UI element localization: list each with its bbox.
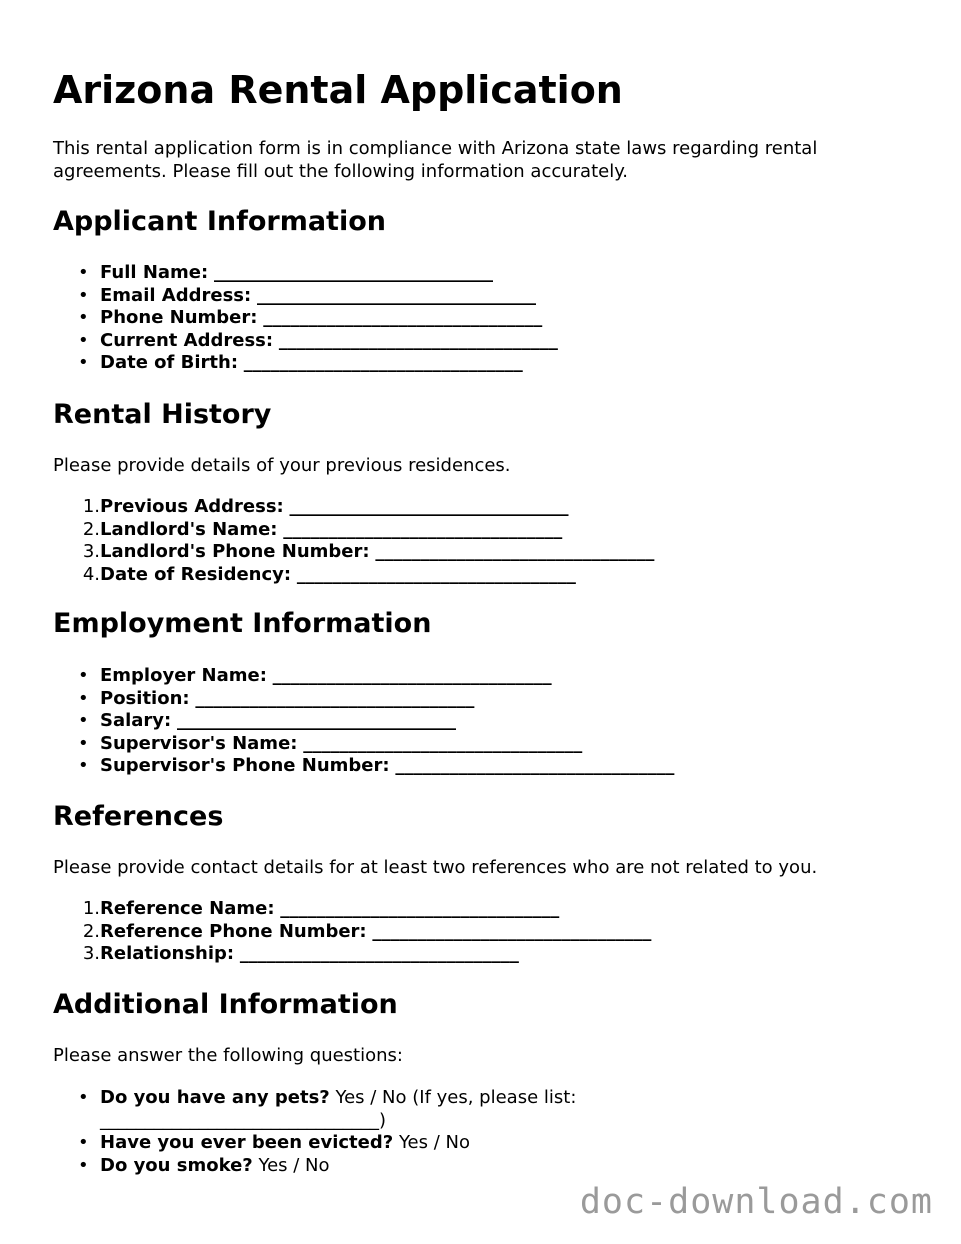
- list-item: [53, 898, 883, 921]
- fill-in-blank[interactable]: _______________________________: [195, 687, 475, 709]
- list-item: [53, 307, 883, 330]
- fill-in-blank[interactable]: _______________________________: [283, 518, 563, 540]
- section-heading-employment: Employment Information: [53, 608, 432, 639]
- fill-in-blank[interactable]: _______________________________: [296, 563, 576, 585]
- fill-in-blank[interactable]: _______________________________: [278, 329, 558, 351]
- question-label: Have you ever been evicted?: [100, 1132, 394, 1153]
- list-item: [53, 496, 883, 519]
- intro-paragraph: This rental application form is in compliance with Arizona state laws regarding rental agreements. Please fill out the following information accurately.: [53, 138, 818, 182]
- fill-in-blank[interactable]: _______________________________: [256, 284, 536, 306]
- watermark: doc-download.com: [579, 1182, 933, 1222]
- applicant-field-list: [53, 262, 883, 375]
- list-number: 2.: [82, 920, 100, 942]
- fill-in-blank[interactable]: _______________________________: [289, 496, 569, 517]
- question-label: Do you smoke?: [100, 1154, 253, 1176]
- list-item: [53, 1132, 613, 1155]
- list-item: [53, 564, 883, 587]
- field-label: Employer Name:: [100, 665, 267, 686]
- list-item: [53, 285, 883, 308]
- list-item: [53, 1155, 613, 1178]
- list-item: [53, 710, 883, 733]
- answer-options[interactable]: Yes / No: [398, 1132, 470, 1153]
- field-label: Landlord's Phone Number:: [100, 541, 370, 562]
- field-label: Phone Number:: [100, 307, 258, 328]
- question-label: Do you have any pets?: [100, 1087, 330, 1108]
- rental-history-field-list: [53, 496, 883, 586]
- section-heading-references: References: [53, 801, 224, 832]
- fill-in-blank[interactable]: _______________________________: [395, 755, 675, 776]
- field-label: Email Address:: [100, 284, 252, 306]
- answer-options[interactable]: Yes / No (If yes, please list:: [335, 1087, 577, 1108]
- field-label: Supervisor's Name:: [100, 732, 298, 754]
- section-heading-additional: Additional Information: [53, 989, 398, 1020]
- employment-field-list: [53, 665, 883, 778]
- list-item: [53, 519, 883, 542]
- list-item: [53, 262, 883, 285]
- fill-in-blank[interactable]: _______________________________: [263, 307, 543, 328]
- list-item: [53, 943, 883, 966]
- additional-question-list: [53, 1087, 613, 1177]
- field-label: Date of Birth:: [100, 352, 239, 373]
- fill-in-blank[interactable]: _______________________________: [213, 262, 493, 283]
- fill-in-blank[interactable]: _______________________________: [372, 920, 652, 942]
- list-item: [53, 541, 883, 564]
- list-item: [53, 665, 883, 688]
- fill-in-blank[interactable]: _______________________________: [239, 943, 519, 964]
- rental-history-description: Please provide details of your previous residences.: [53, 455, 511, 476]
- references-field-list: [53, 898, 883, 966]
- list-item: [53, 688, 883, 711]
- list-item: [53, 921, 883, 944]
- section-heading-rental-history: Rental History: [53, 399, 272, 430]
- field-label: Full Name:: [100, 262, 209, 283]
- fill-in-blank[interactable]: _______________________________: [243, 352, 523, 373]
- field-label: Current Address:: [100, 329, 274, 351]
- field-label: Date of Residency:: [100, 563, 292, 585]
- list-number: 1.: [82, 496, 100, 517]
- answer-options[interactable]: Yes / No: [258, 1154, 330, 1176]
- field-label: Previous Address:: [100, 496, 284, 517]
- field-label: Salary:: [100, 710, 172, 731]
- section-heading-applicant: Applicant Information: [53, 206, 386, 237]
- fill-in-blank[interactable]: _______________________________: [375, 541, 655, 562]
- fill-in-blank[interactable]: _______________________________: [303, 732, 583, 754]
- list-item: [53, 330, 883, 353]
- list-item: [53, 1087, 613, 1132]
- fill-in-blank[interactable]: _______________________________: [272, 665, 552, 686]
- field-label: Supervisor's Phone Number:: [100, 755, 390, 776]
- list-item: [53, 352, 883, 375]
- field-label: Landlord's Name:: [100, 518, 278, 540]
- list-number: 2.: [82, 518, 100, 540]
- closing-parenthesis: ): [379, 1109, 387, 1131]
- field-label: Position:: [100, 687, 190, 709]
- list-number: 4.: [82, 563, 100, 585]
- list-number: 1.: [82, 898, 100, 919]
- field-label: Reference Name:: [100, 898, 275, 919]
- fill-in-blank[interactable]: _______________________________: [100, 1109, 379, 1131]
- list-item: [53, 733, 883, 756]
- fill-in-blank[interactable]: _______________________________: [280, 898, 560, 919]
- additional-description: Please answer the following questions:: [53, 1045, 403, 1066]
- page-title: Arizona Rental Application: [53, 68, 623, 112]
- field-label: Relationship:: [100, 943, 235, 964]
- field-label: Reference Phone Number:: [100, 920, 367, 942]
- list-item: [53, 755, 883, 778]
- list-number: 3.: [82, 943, 100, 964]
- references-description: Please provide contact details for at least two references who are not related to you.: [53, 857, 818, 878]
- fill-in-blank[interactable]: _______________________________: [176, 710, 456, 731]
- list-number: 3.: [82, 541, 100, 562]
